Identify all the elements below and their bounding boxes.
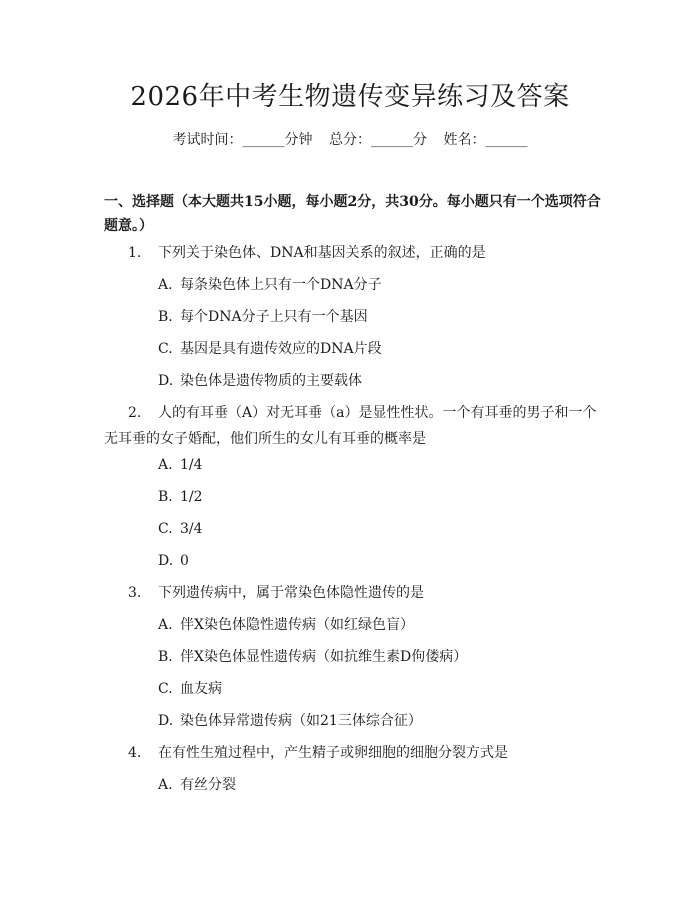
question-2-option-b xyxy=(158,486,608,508)
question-2 xyxy=(104,400,604,452)
question-3 xyxy=(104,580,604,606)
question-1-option-d xyxy=(158,370,608,392)
question-1-option-a xyxy=(158,274,608,296)
question-stem: 人的有耳垂（A）对无耳垂（a）是显性性状。一个有耳垂的男子和一个无耳垂的女子婚配，他们所生的女儿有耳垂的概率是 xyxy=(104,405,597,447)
question-stem: 下列关于染色体、DNA和基因关系的叙述，正确的是 xyxy=(158,245,486,261)
question-3-option-c xyxy=(158,678,608,700)
question-number: 4. xyxy=(128,745,142,761)
question-2-option-c xyxy=(158,518,608,540)
option-letter: C. xyxy=(158,341,173,357)
question-4-option-a xyxy=(158,774,608,796)
option-text: 基因是具有遗传效应的DNA片段 xyxy=(180,341,382,357)
question-number: 2. xyxy=(128,405,142,421)
exam-info-line xyxy=(0,130,700,150)
option-letter: C. xyxy=(158,521,173,537)
option-letter: B. xyxy=(158,309,173,325)
section-heading: 一、选择题（本大题共15小题，每小题2分，共30分。每小题只有一个选项符合题意。） xyxy=(104,194,601,234)
question-3-option-a xyxy=(158,614,608,636)
option-text: 伴X染色体隐性遗传病（如红绿色盲） xyxy=(180,617,414,633)
exam-time-field: 考试时间：______分钟 xyxy=(172,132,313,148)
option-text: 血友病 xyxy=(180,681,222,697)
option-letter: D. xyxy=(158,553,174,569)
question-2-option-d xyxy=(158,550,608,572)
question-stem: 在有性生殖过程中，产生精子或卵细胞的细胞分裂方式是 xyxy=(158,745,508,761)
option-text: 每个DNA分子上只有一个基因 xyxy=(180,309,368,325)
option-text: 每条染色体上只有一个DNA分子 xyxy=(180,277,382,293)
question-number: 1. xyxy=(128,245,142,261)
option-text: 伴X染色体显性遗传病（如抗维生素D佝偻病） xyxy=(180,649,468,665)
option-text: 1/2 xyxy=(180,489,203,505)
question-2-option-a xyxy=(158,454,608,476)
option-letter: A. xyxy=(158,277,173,293)
option-text: 染色体是遗传物质的主要载体 xyxy=(180,373,362,389)
option-text: 3/4 xyxy=(180,521,203,537)
option-letter: D. xyxy=(158,373,174,389)
question-1-option-c xyxy=(158,338,608,360)
question-1-option-b xyxy=(158,306,608,328)
question-number: 3. xyxy=(128,585,142,601)
option-text: 0 xyxy=(180,553,189,569)
option-letter: B. xyxy=(158,489,173,505)
question-3-option-d xyxy=(158,710,608,732)
question-3-option-b xyxy=(158,646,608,668)
option-letter: C. xyxy=(158,681,173,697)
option-letter: A. xyxy=(158,617,173,633)
option-text: 染色体异常遗传病（如21三体综合征） xyxy=(180,713,422,729)
option-letter: D. xyxy=(158,713,174,729)
question-4 xyxy=(104,740,604,766)
option-letter: A. xyxy=(158,777,173,793)
name-field: 姓名：______ xyxy=(443,132,528,148)
option-text: 有丝分裂 xyxy=(180,777,236,793)
total-score-field: 总分：______分 xyxy=(329,132,427,148)
question-1 xyxy=(104,240,604,266)
option-letter: A. xyxy=(158,457,173,473)
question-stem: 下列遗传病中，属于常染色体隐性遗传的是 xyxy=(158,585,424,601)
option-text: 1/4 xyxy=(180,457,203,473)
option-letter: B. xyxy=(158,649,173,665)
page-title: 2026年中考生物遗传变异练习及答案 xyxy=(130,82,570,112)
